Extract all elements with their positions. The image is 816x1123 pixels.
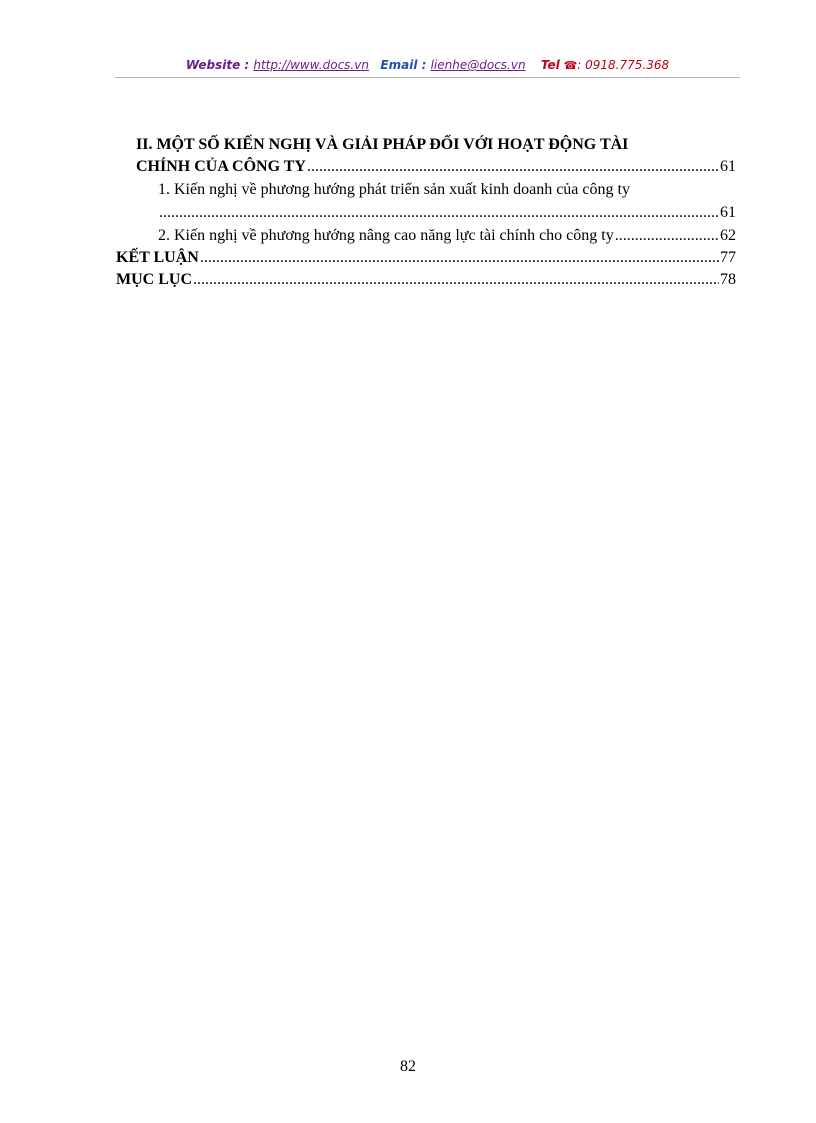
toc-page-number: 78 <box>720 271 736 288</box>
toc-entry-text: CHÍNH CỦA CÔNG TY <box>136 158 306 175</box>
phone-icon: ☎ <box>563 59 578 72</box>
toc-section-ii-line2[interactable] <box>136 156 736 178</box>
toc-muc-luc[interactable] <box>116 269 736 291</box>
toc-entry-text: II. MỘT SỐ KIẾN NGHỊ VÀ GIẢI PHÁP ĐỐI VỚI HOẠT ĐỘNG TÀI <box>136 136 629 153</box>
tel-value: : 0918.775.368 <box>577 58 670 72</box>
toc-entry-text: 2. Kiến nghị về phương hướng nâng cao năng lực tài chính cho công ty <box>158 227 614 244</box>
website-link[interactable]: http://www.docs.vn <box>253 58 369 72</box>
email-link[interactable]: lienhe@docs.vn <box>430 58 526 72</box>
toc-page-number: 61 <box>720 204 736 221</box>
toc-section-ii-line1[interactable] <box>136 134 736 156</box>
toc-item-1-line2[interactable] <box>158 202 736 224</box>
toc-ket-luan[interactable] <box>116 247 736 269</box>
toc-page-number: 77 <box>720 249 736 266</box>
toc-leader-dots <box>159 202 719 224</box>
email-separator: : <box>417 58 431 72</box>
toc-leader-dots <box>615 225 719 247</box>
header-divider <box>115 77 740 78</box>
toc-page-number: 61 <box>720 158 736 175</box>
toc-page-number: 62 <box>720 227 736 244</box>
website-label: Website : <box>185 58 254 72</box>
toc-entry-text: 1. Kiến nghị về phương hướng phát triển sản xuất kinh doanh của công ty <box>158 181 630 198</box>
email-label: Email <box>380 58 418 72</box>
page-header <box>115 55 740 75</box>
tel-label: Tel <box>540 58 560 72</box>
toc-item-2[interactable] <box>158 225 736 247</box>
toc-leader-dots <box>307 156 719 178</box>
toc-item-1-line1[interactable] <box>158 179 736 201</box>
toc-leader-dots <box>193 269 719 291</box>
page-number: 82 <box>400 1058 416 1075</box>
toc-entry-text: KẾT LUẬN <box>116 249 199 266</box>
toc-leader-dots <box>200 247 719 269</box>
toc-entry-text: MỤC LỤC <box>116 271 192 288</box>
